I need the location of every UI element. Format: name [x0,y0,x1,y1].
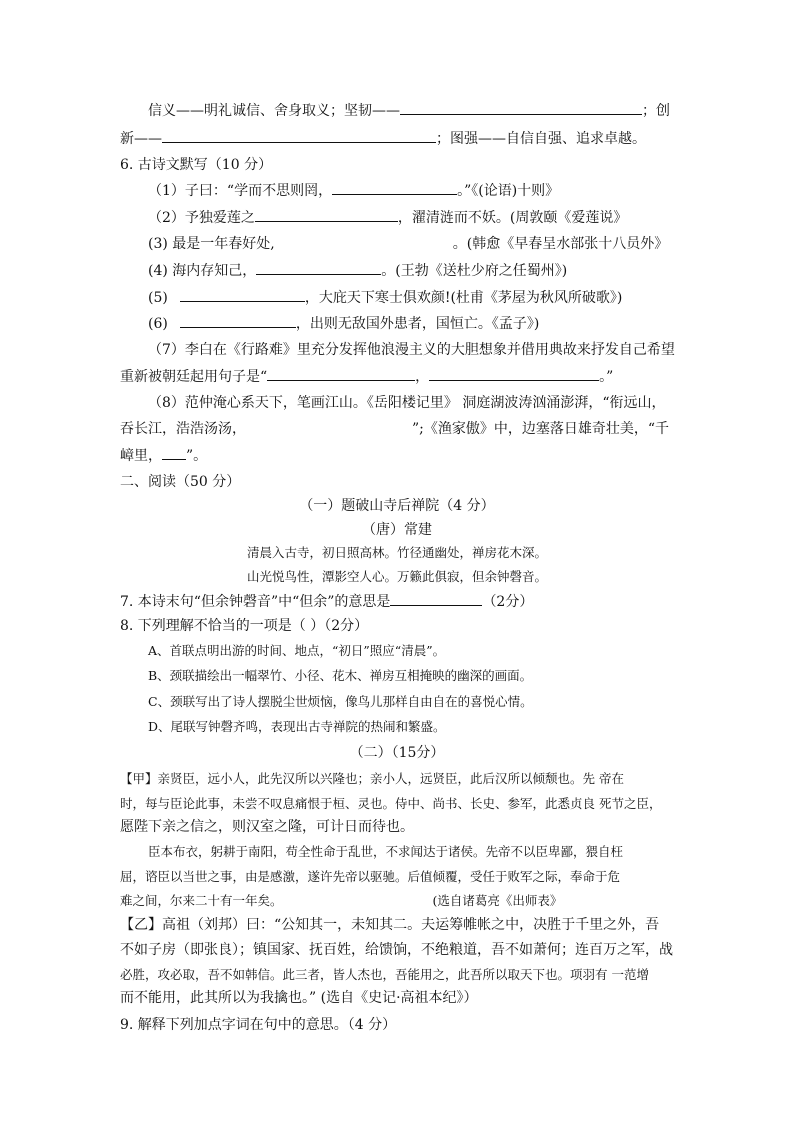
answer-blank[interactable] [180,287,305,302]
subsection-2-heading: （二）（15分） [349,745,445,761]
section-2-heading: 二、阅读（50 分） [120,474,241,490]
text: 吞长江，浩浩汤汤， [120,421,246,437]
line-1 [148,100,670,121]
q6-item-4 [148,260,567,281]
passage-jia-line: 【甲】亲贤臣，远小人，此先汉所以兴隆也；亲小人，远贤臣，此后汉所以倾颓也。先 帝在 [120,771,624,786]
text: ”;《渔家傲》中，边塞落日雄奇壮美，“千 [412,421,670,437]
text: (4) 海内存知己， [148,263,257,279]
text: （2分） [482,594,534,610]
text: ；创 [642,103,670,119]
q6-item-7-line1: （7）李白在《行路难》里充分发挥他浪漫主义的大胆想象并借用典故来抒发自己希望 [148,342,675,358]
q8-option-c[interactable]: C、颈联写出了诗人摆脱尘世烦恼，像鸟儿那样自由自在的喜悦心情。 [148,694,533,709]
text: （2）予独爱莲之 [148,210,255,226]
question-8: 8. 下列理解不恰当的一项是（ ）（2分） [120,618,369,634]
text: 。”《(论语)十则》 [457,183,560,199]
answer-blank[interactable] [255,207,398,222]
q6-item-8-line3 [120,445,207,466]
text: 嶂里， [120,448,162,464]
poem-author: （唐）常建 [362,522,432,538]
q6-item-8-line2 [120,419,669,439]
q6-item-7-line2 [120,366,613,387]
q8-option-d[interactable]: D、尾联写钟磬齐鸣，表现出古寺禅院的热闹和繁盛。 [148,719,446,734]
text: 难之间，尔来二十有一年矣。 [120,893,283,908]
text: (3) 最是一年春好处, [148,236,275,252]
q8-option-b[interactable]: B、颈联描绘出一幅翠竹、小径、花木、禅房互相掩映的幽深的画面。 [148,668,533,683]
passage-jia-line: 臣本布衣，躬耕于南阳，苟全性命于乱世，不求闻达于诸侯。先帝不以臣卑鄙，猥自枉 [148,844,624,859]
text: 信义——明礼诚信、舍身取义；坚韧—— [148,103,400,119]
text: ，出则无敌国外患者，国恒亡。《孟子》) [295,316,540,332]
passage-jia-line: 屈，谘臣以当世之事，由是感激，遂许先帝以驱驰。后值倾覆，受任于败军之际，奉命于危 [120,869,621,884]
poem-title: （一）题破山寺后禅院（4 分） [299,498,495,514]
q6-item-5 [148,287,622,308]
text: ”。 [186,448,208,464]
passage-jia-line: 时，每与臣论此事，未尝不叹息痛恨于桓、灵也。侍中、尚书、长史、参军，此悉贞良 死节之臣， [120,796,662,811]
passage-yi-line: 不如子房（即张良）；镇国家、抚百姓，给馈饷，不绝粮道，吾不如萧何；连百万之军，战 [120,942,673,958]
passage-jia-line: 愿陛下亲之信之，则汉室之隆，可计日而待也。 [120,819,414,835]
answer-blank[interactable] [180,313,296,328]
text: ，大庇天下寒士俱欢颜!(杜甫《茅屋为秋风所破歌》) [304,290,623,306]
q6-item-6 [148,313,539,334]
source-citation: (选自诸葛亮《出师表》 [432,893,563,908]
text: （1）子曰：“学而不思则罔， [148,183,333,199]
passage-yi-line: 而不能用，此其所以为我擒也。” (选自《史记·高祖本纪》） [120,990,478,1006]
text: 7. 本诗末句“但余钟磬音”中“但余”的意思是 [120,594,391,610]
text: (6) [148,316,168,332]
q6-item-8-line1: （8）范仲淹心系天下，笔画江山。《岳阳楼记里》 洞庭湖波涛汹涌澎湃，“衔远山， [148,395,666,411]
answer-blank[interactable] [256,260,381,275]
answer-blank[interactable] [162,445,186,460]
text: (5) [148,290,168,306]
text: ，濯清涟而不妖。(周敦颐《爱莲说》 [397,210,628,226]
answer-blank[interactable] [332,180,457,195]
text: ；图强——自信自强、追求卓越。 [436,131,646,147]
line-2 [120,128,646,149]
question-6-heading: 6. 古诗文默写（10 分） [120,157,273,173]
q6-item-2 [148,207,627,228]
answer-blank[interactable] [390,591,482,606]
passage-yi-line: 【乙】高祖（刘邦）曰：“公知其一，未知其二。夫运筹帷帐之中，决胜于千里之外，吾 [120,917,660,933]
passage-yi-line: 必胜，攻必取，吾不如韩信。此三者，皆人杰也，吾能用之，此吾所以取天下也。项羽有 一范增 [120,967,649,982]
text: 新—— [120,131,162,147]
text: 。” [599,369,614,385]
poem-line-2: 山光悦鸟性，潭影空人心。万籁此俱寂，但余钟磬音。 [246,569,547,584]
q6-item-1 [148,180,559,201]
text: 。(韩愈《早春呈水部张十八员外》 [452,236,669,252]
answer-blank[interactable] [400,100,642,115]
text: 。(王勃《送杜少府之任蜀州》) [381,263,568,279]
q8-option-a[interactable]: A、首联点明出游的时间、地点，“初日”照应“清晨”。 [148,643,446,658]
question-9: 9. 解释下列加点字词在句中的意思。（4 分） [120,1017,397,1033]
poem-line-1: 清晨入古寺，初日照高林。竹径通幽处，禅房花木深。 [246,545,547,560]
text: ， [415,369,430,385]
answer-blank[interactable] [429,366,599,381]
text: 重新被朝廷起用句子是“ [120,369,268,385]
passage-jia-line [120,891,562,911]
question-7 [120,591,533,612]
answer-blank[interactable] [162,128,436,143]
answer-blank[interactable] [267,366,415,381]
q6-item-3 [148,234,668,254]
